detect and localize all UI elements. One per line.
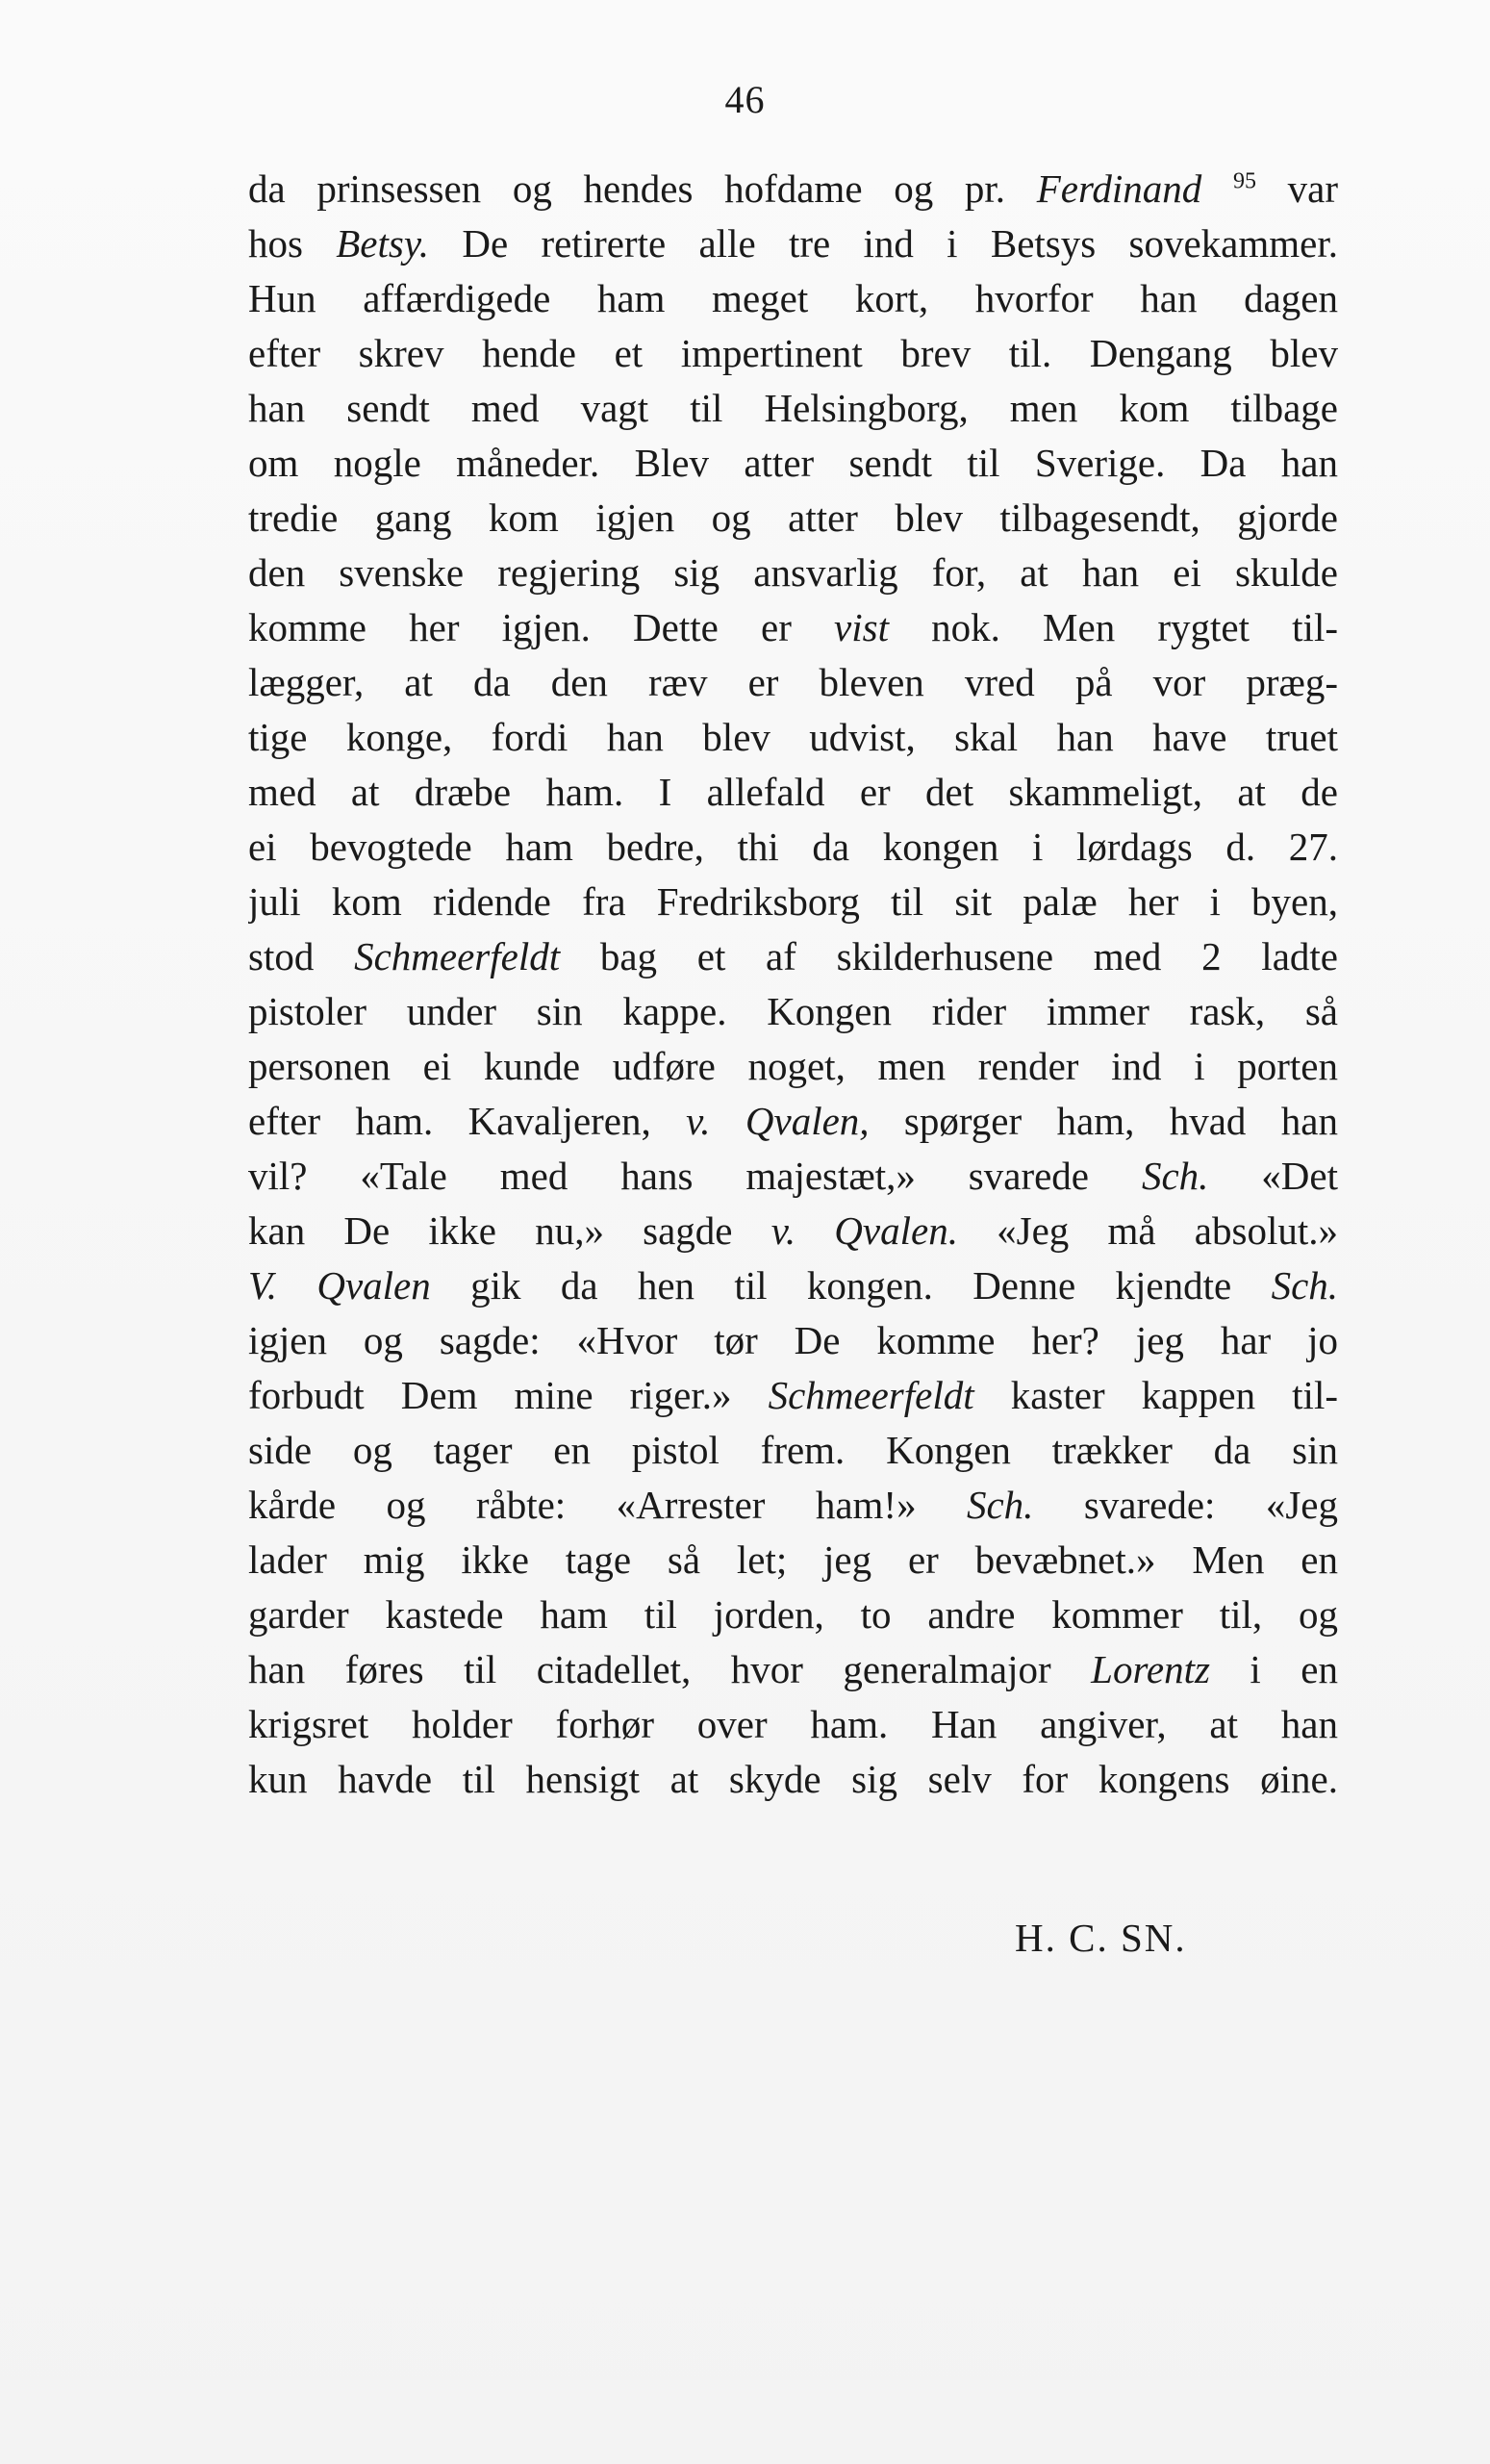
text-segment: De retirerte alle tre ind i Betsys sovekammer.: [429, 221, 1338, 266]
italic-text: Betsy.: [336, 221, 430, 266]
text-segment: om nogle måneder. Blev atter sendt til Sverige. Da han: [248, 441, 1338, 485]
text-line: [248, 381, 1338, 436]
text-segment: komme her igjen. Dette er: [248, 605, 835, 649]
text-segment: i en: [1209, 1647, 1338, 1691]
italic-text: Sch.: [1141, 1154, 1209, 1198]
text-segment: «Jeg må absolut.»: [957, 1208, 1338, 1253]
text-segment: juli kom ridende fra Fredriksborg til sit palæ her i byen,: [248, 879, 1338, 924]
text-line: [248, 436, 1338, 491]
text-line: [248, 1368, 1338, 1423]
italic-text: vist: [834, 605, 889, 649]
body-text: [248, 162, 1338, 1807]
text-segment: efter ham. Kavaljeren,: [248, 1099, 687, 1143]
italic-text: Lorentz: [1091, 1647, 1210, 1691]
text-segment: vil? «Tale med hans majestæt,» svarede: [248, 1154, 1142, 1198]
text-line: [248, 1149, 1338, 1204]
text-segment: spørger ham, hvad han: [869, 1099, 1338, 1143]
text-line: [248, 1094, 1338, 1149]
text-line: [248, 765, 1338, 820]
italic-text: Schmeerfeldt: [768, 1373, 974, 1417]
footnote-marker: 95: [1232, 168, 1256, 194]
text-line: [248, 271, 1338, 326]
text-segment: «Det: [1208, 1154, 1338, 1198]
text-line: [248, 710, 1338, 765]
text-line: [248, 1588, 1338, 1642]
italic-text: Sch.: [966, 1483, 1034, 1527]
text-segment: ei bevogtede ham bedre, thi da kongen i lørdags d. 27.: [248, 825, 1338, 869]
text-segment: var: [1255, 166, 1338, 211]
text-segment: [1201, 166, 1233, 211]
text-line: [248, 929, 1338, 984]
text-segment: stod: [248, 934, 355, 978]
text-segment: han sendt med vagt til Helsingborg, men kom tilbage: [248, 386, 1338, 430]
text-line: [248, 162, 1338, 216]
text-segment: den svenske regjering sig ansvarlig for, at han ei skulde: [248, 550, 1338, 595]
italic-text: Schmeerfeldt: [354, 934, 561, 978]
italic-text: V. Qvalen: [248, 1263, 431, 1308]
text-line: [248, 491, 1338, 546]
text-segment: bag et af skilderhusene med 2 ladte: [560, 934, 1338, 978]
text-segment: hos: [248, 221, 337, 266]
text-segment: kan De ikke nu,» sagde: [248, 1208, 771, 1253]
text-line: [248, 1313, 1338, 1368]
text-line: [248, 655, 1338, 710]
text-segment: lægger, at da den ræv er bleven vred på vor præg-: [248, 660, 1338, 704]
text-line: [248, 1533, 1338, 1588]
text-line: [248, 984, 1338, 1039]
text-line: [248, 1752, 1338, 1807]
text-segment: nok. Men rygtet til-: [888, 605, 1338, 649]
text-line: [248, 1642, 1338, 1697]
text-segment: tige konge, fordi han blev udvist, skal han have truet: [248, 715, 1338, 759]
italic-text: v. Qvalen,: [686, 1099, 870, 1143]
signature: H. C. SN.: [1015, 1916, 1187, 1960]
text-segment: lader mig ikke tage så let; jeg er bevæbnet.» Men en: [248, 1537, 1338, 1582]
text-segment: krigsret holder forhør over ham. Han angiver, at han: [248, 1702, 1338, 1746]
text-line: [248, 326, 1338, 381]
text-segment: kårde og råbte: «Arrester ham!»: [248, 1483, 967, 1527]
italic-text: v. Qvalen.: [770, 1208, 958, 1253]
text-line: [248, 216, 1338, 271]
page-number: 46: [724, 78, 766, 121]
text-line: [248, 546, 1338, 600]
text-segment: igjen og sagde: «Hvor tør De komme her? jeg har jo: [248, 1318, 1338, 1362]
text-line: [248, 1258, 1338, 1313]
text-segment: forbudt Dem mine riger.»: [248, 1373, 769, 1417]
text-line: [248, 1478, 1338, 1533]
text-segment: med at dræbe ham. I allefald er det skammeligt, at de: [248, 770, 1338, 814]
text-segment: tredie gang kom igjen og atter blev tilbagesendt, gjorde: [248, 495, 1338, 540]
text-segment: personen ei kunde udføre noget, men render ind i porten: [248, 1044, 1338, 1088]
text-segment: han føres til citadellet, hvor generalmajor: [248, 1647, 1092, 1691]
italic-text: Ferdinand: [1036, 166, 1202, 211]
text-segment: da prinsessen og hendes hofdame og pr.: [248, 166, 1037, 211]
italic-text: Sch.: [1271, 1263, 1338, 1308]
text-segment: kun havde til hensigt at skyde sig selv for kongens øine.: [248, 1757, 1338, 1801]
text-segment: garder kastede ham til jorden, to andre kommer til, og: [248, 1592, 1338, 1637]
text-segment: side og tager en pistol frem. Kongen trækker da sin: [248, 1428, 1338, 1472]
text-line: [248, 1423, 1338, 1478]
text-line: [248, 600, 1338, 655]
text-line: [248, 1039, 1338, 1094]
text-segment: Hun affærdigede ham meget kort, hvorfor han dagen: [248, 276, 1338, 320]
text-segment: pistoler under sin kappe. Kongen rider immer rask, så: [248, 989, 1338, 1033]
text-line: [248, 1697, 1338, 1752]
text-line: [248, 820, 1338, 875]
text-line: [248, 1204, 1338, 1258]
text-segment: gik da hen til kongen. Denne kjendte: [430, 1263, 1272, 1308]
text-line: [248, 875, 1338, 929]
text-segment: efter skrev hende et impertinent brev til. Dengang blev: [248, 331, 1338, 375]
text-segment: kaster kappen til-: [973, 1373, 1338, 1417]
text-segment: svarede: «Jeg: [1033, 1483, 1338, 1527]
